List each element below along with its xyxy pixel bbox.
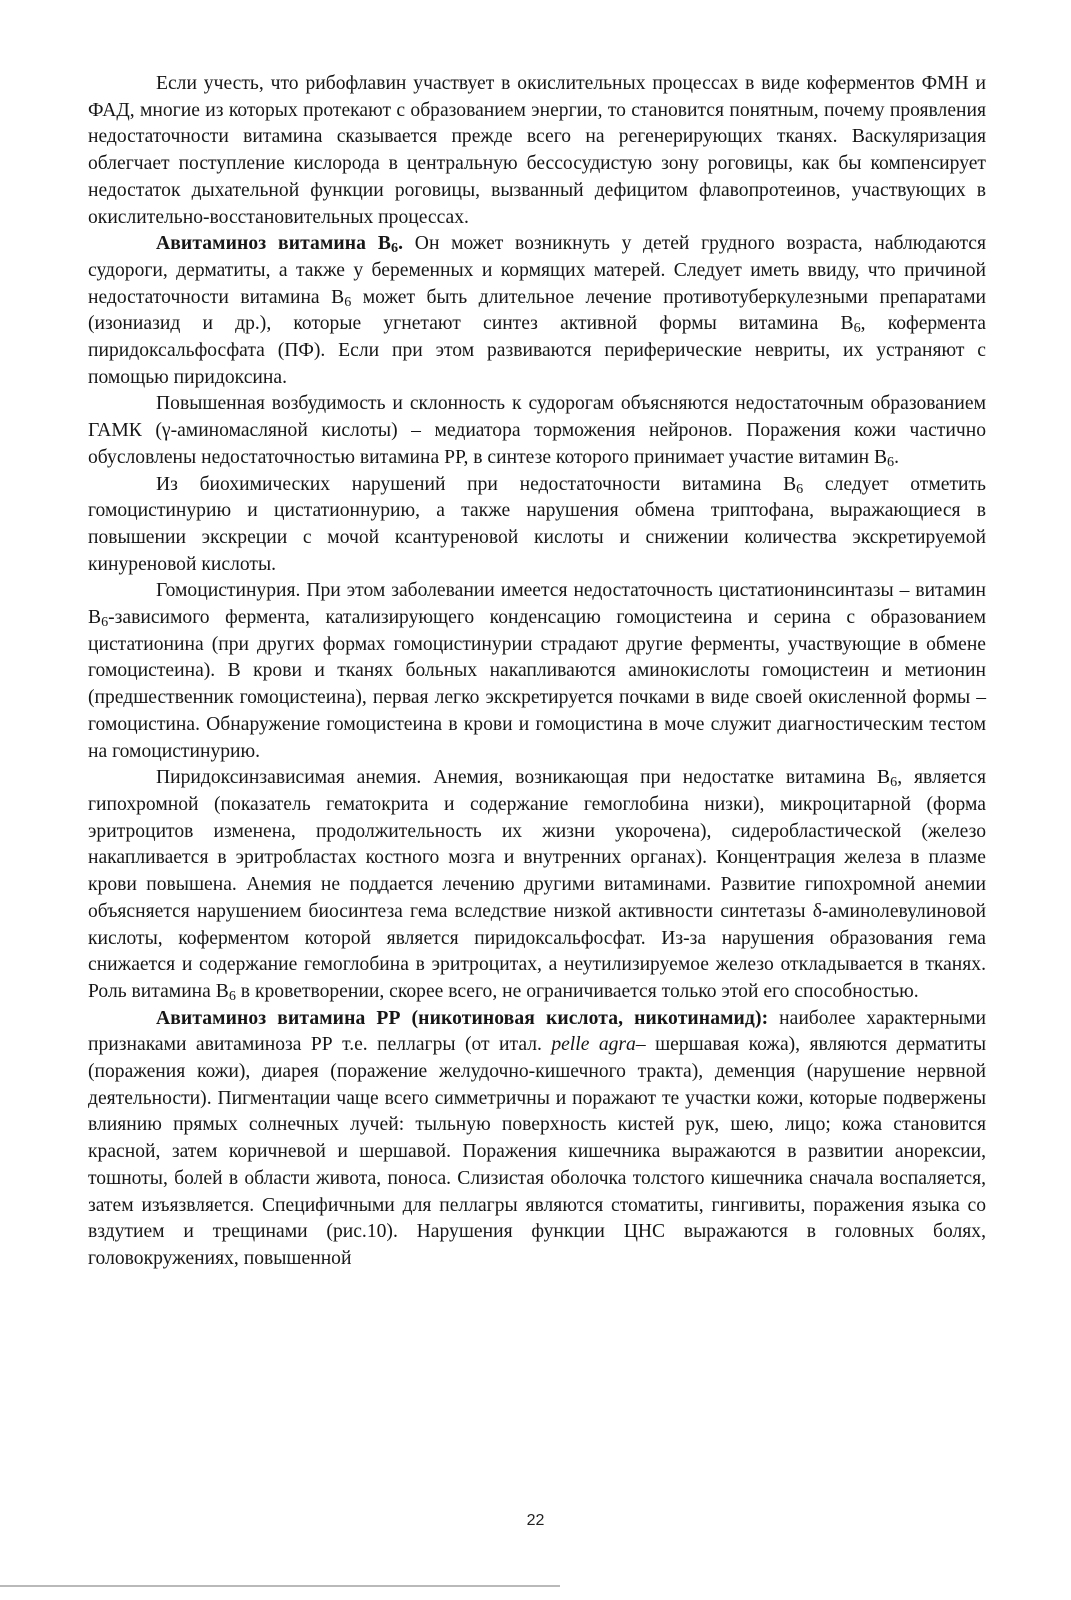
heading-b6-deficiency: Авитаминоз витамина $В_6$. xyxy=(156,233,404,257)
heading-pp-deficiency: Авитаминоз витамина РР (никотиновая кислота, никотинамид): xyxy=(156,1007,769,1029)
paragraph-riboflavin: Если учесть, что рибофлавин участвует в окислительных процессах в виде коферментов ФМН и ФАД, многие из которых протекают с образованием энергии, то становится понятным, почему проявления недостаточности витамина сказывается прежде всего на регенерирующих тканях. Васкуляризация облегчает поступление кислорода в центральную бессосудистую зону роговицы, как бы компенсирует недостаток дыхательной функции роговицы, вызванный дефицитом флавопротеинов, участвующих в окислительно-восстановительных процессах. xyxy=(88,73,986,228)
page-body-text xyxy=(88,71,986,1273)
paragraph-pp-deficiency: Авитаминоз витамина РР (никотиновая кислота, никотинамид): наиболее характерными признаками авитаминоза РР т.е. пеллагры (от итал. pelle agra– шершавая кожа), являются дерматиты (поражения кожи), диарея (поражение желудочно-кишечного тракта), деменция (нарушение нервной деятельности). Пигментации чаще всего симметричны и поражают те участки кожи, которые подвержены влиянию прямых солнечных лучей: тыльную поверхность кистей рук, шею, лицо; кожа становится красной, затем коричневой и шершавой. Поражения кишечника выражаются в развитии анорексии, тошноты, болей в области живота, поноса. Слизистая оболочка толстого кишечника сначала воспаляется, затем изъязвляется. Специфичными для пеллагры являются стоматиты, гингивиты, поражения языка со вздутием и трещинами (рис.10). Нарушения функции ЦНС выражаются в головных болях, головокружениях, повышенной xyxy=(88,1007,986,1269)
paragraph-b6-deficiency: Авитаминоз витамина $В_6$. Он может возникнуть у детей грудного возраста, наблюдаются судороги, дерматиты, а также у беременных и кормящих матерей. Следует иметь ввиду, что причиной недостаточности витамина $В_6$ может быть длительное лечение противотуберкулезными препаратами (изониазид и др.), которые угнетают синтез активной формы витамина $В_6$, кофермента пиридоксальфосфата (ПФ). Если при этом развиваются периферические невриты, их устраняют с помощью пиридоксина. xyxy=(88,233,987,388)
latin-term: pelle agra xyxy=(551,1034,636,1056)
paragraph-gaba: Повышенная возбудимость и склонность к судорогам объясняются недостаточным образованием ГАМК (γ-аминомасляной кислоты) – медиатора торможения нейронов. Поражения кожи частично обусловлены недостаточностью витамина РР, в синтезе которого принимает участие витамин $В_6$. xyxy=(88,393,986,470)
scan-edge-line xyxy=(0,1585,560,1587)
paragraph-homocystinuria: Гомоцистинурия. При этом заболевании имеется недостаточность цистатионинсинтазы – витамин $В_6$-зависимого фермента, катализирующего конденсацию гомоцистеина и серина с образованием цистатионина (при других формах гомоцистинурии страдают другие ферменты, участвующие в обмене гомоцистеина). В крови и тканях больных накапливаются аминокислоты гомоцистеин и метионин (предшественник гомоцистеина), первая легко экскретируется почками в виде своей окисленной формы – гомоцистина. Обнаружение гомоцистеина в крови и гомоцистина в моче служит диагностическим тестом на гомоцистинурию. xyxy=(88,580,986,762)
paragraph-anemia: Пиридоксинзависимая анемия. Анемия, возникающая при недостатке витамина $В_6$, является гипохромной (показатель гематокрита и содержание гемоглобина низки), микроцитарной (форма эритроцитов изменена, продолжительность их жизни укорочена), сидеробластической (железо накапливается в эритробластах костного мозга и внутренних органах). Концентрация железа в плазме крови повышена. Анемия не поддается лечению другими витаминами. Развитие гипохромной анемии объясняется нарушением биосинтеза гема вследствие низкой активности синтетазы δ-аминолевулиновой кислоты, коферментом которой является пиридоксальфосфат. Из-за нарушения образования гема снижается и содержание гемоглобина в эритроцитах, а неутилизируемое железо откладывается в тканях. Роль витамина $В_6$ в кроветворении, скорее всего, не ограничивается только этой его способностью. xyxy=(88,767,986,1004)
paragraph-biochemical-disorders: Из биохимических нарушений при недостаточности витамина $В_6$ следует отметить гомоцистинурию и цистатионнурию, а также нарушения обмена триптофана, выражающиеся в повышении экскреции с мочой ксантуреновой кислоты и снижении количества экскретируемой кинуреновой кислоты. xyxy=(88,473,986,575)
page-number: 22 xyxy=(526,1512,545,1529)
